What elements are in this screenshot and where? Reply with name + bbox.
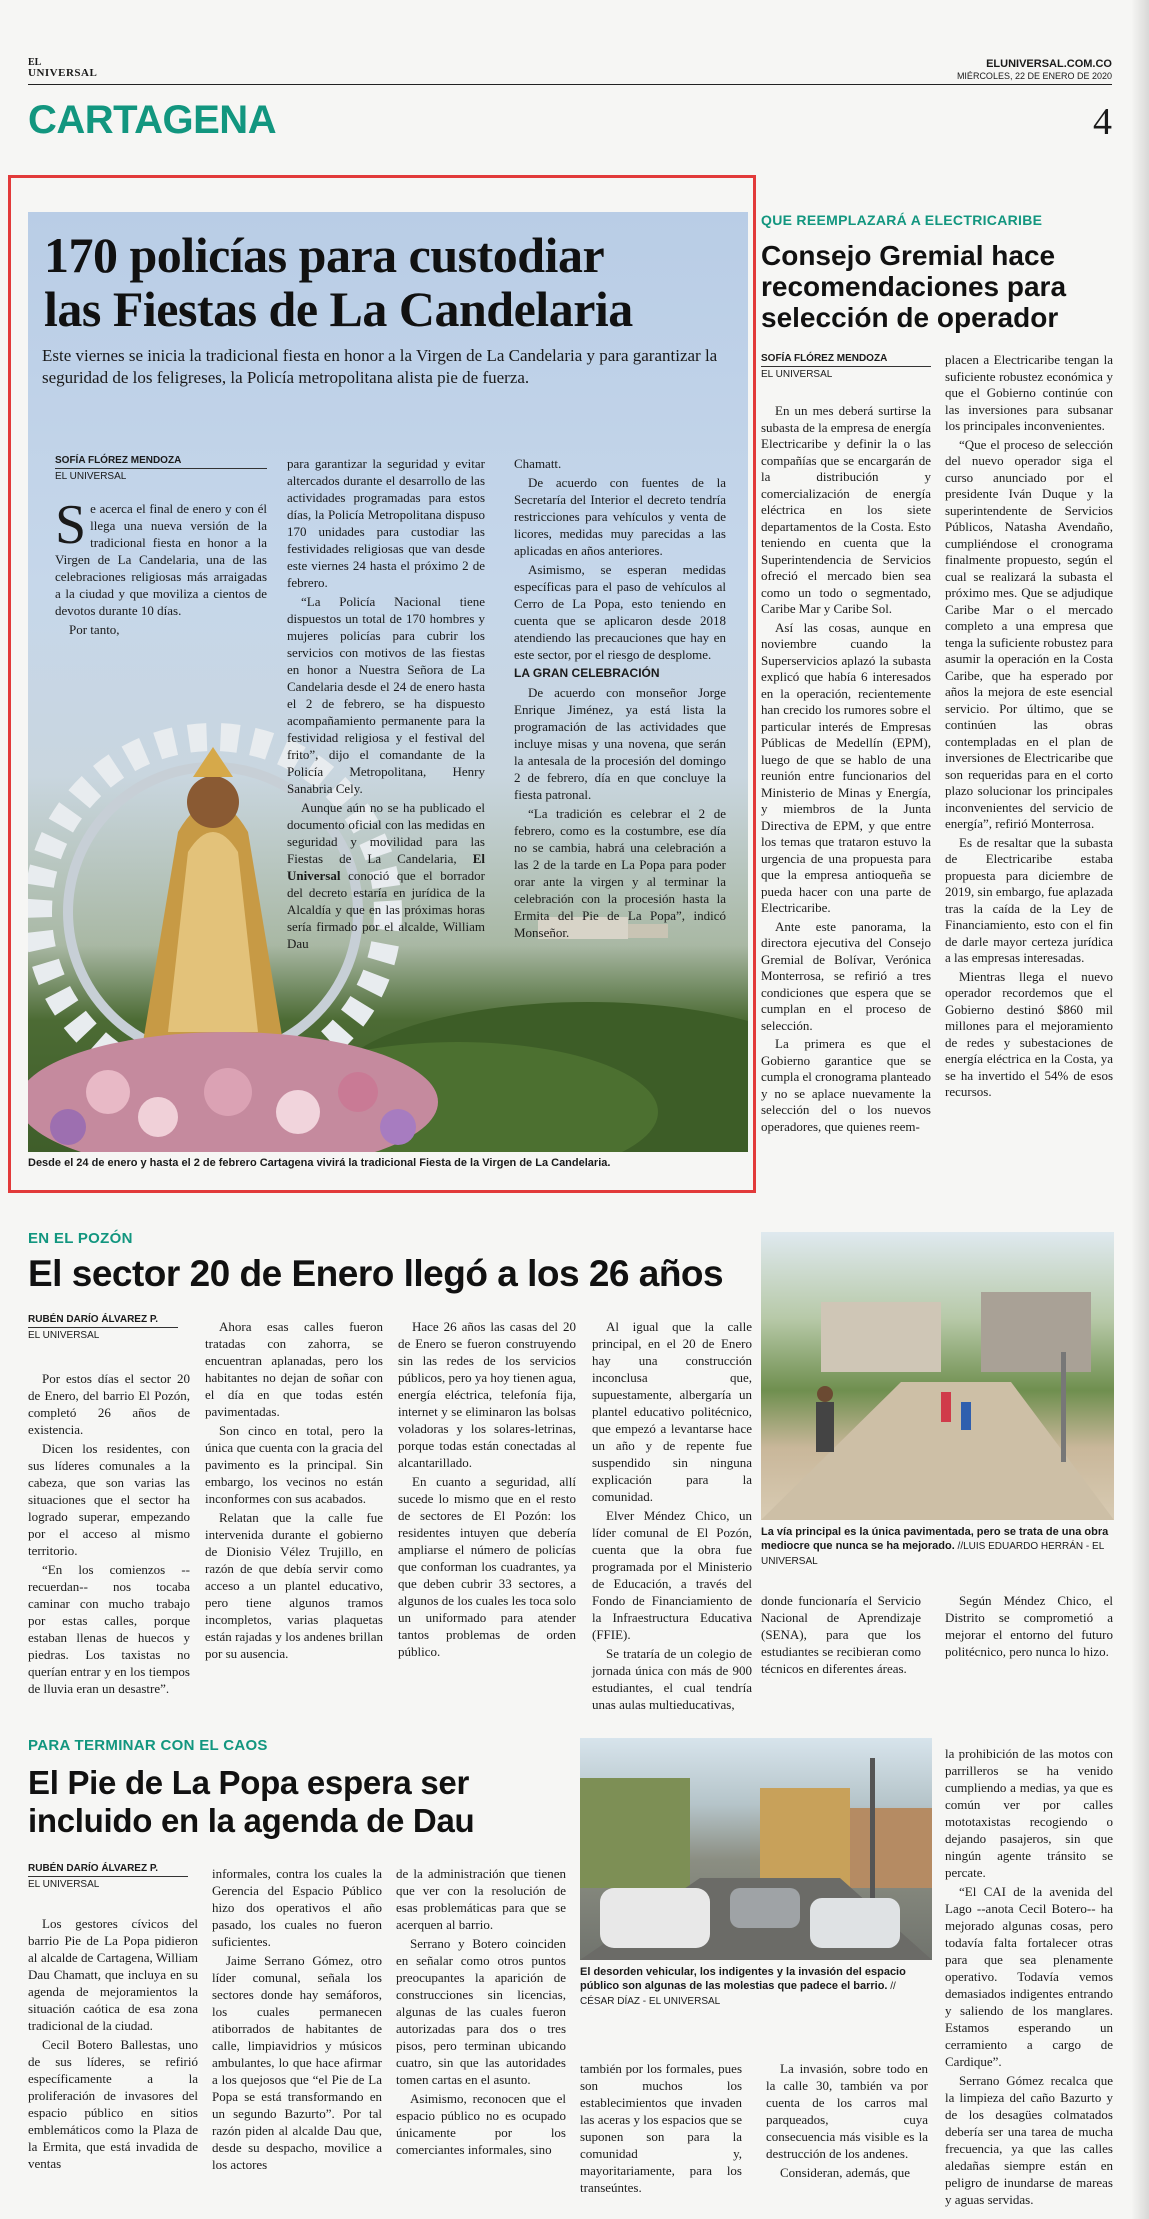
popa-col6: la prohibición de las motos con parrilleros se ha venido cumpliendo a medias, ya que es común ver por calles mototaxistas recogiendo o dejando pasajeros, sin que ningún agente tránsito se percate. “El CAI de la avenida del Lago --anota Cecil Botero-- ha mejorado algunas cosas, pero todavía falta fortalecer otras para que sea plenamente operativo. Todavía vemos demasiados indigentes entrando y saliendo de los manglares. Estamos esperando un cerramiento a cargo de Cardique”. Serrano Gómez recalca que la limpieza del caño Bazurto y de los desagües colmatados debería ser una tarea de mucha frecuencia, ya que las calles aledañas siempre están en peligro de inundarse de mareas y aguas servidas.: [945, 1746, 1113, 2207]
popa-byline: RUBÉN DARÍO ÁLVAREZ P. EL UNIVERSAL: [28, 1862, 188, 1891]
sidebar-col2: placen a Electricaribe tengan la suficiente robustez económica y que el Gobierno continúe con las inversiones para subsanar los principales inconvenientes. “Que el proceso de selección del nuevo operador siga el curso anunciado por el presidente Iván Duque y la superintendente de Servicios Públicos, Natasha Avendaño, cumpliéndose el cronograma finalmente propuesto, según el cual se realizará la subasta el próximo mes. Que se adjudique Caribe Mar o el mercado completo a una empresa que tenga la suficiente robustez para asumir la operación en la Costa Caribe, que ha esperado por años la mejora de este esencial servicio. Por último, que se continúen las obras contempladas en el plan de inversiones de Electricaribe que son requeridas para en el corto plazo solucionar los principales inconvenientes del servicio de energía”, refirió Monterrosa. Es de resaltar que la subasta de Electricaribe estaba propuesta para diciembre de 2019, sin embargo, fue aplazada tras la caída de la Ley de Financiamiento, esto con el fin de darle mayor certeza jurídica a las empresas interesadas. Mientras llega el nuevo operador recordemos que el Gobierno destinó $860 mil millones para el mejoramiento de redes y subestaciones de energía eléctrica en la Costa, ya se ha invertido el 54% de esos recursos.: [945, 352, 1113, 1099]
section-title: CARTAGENA: [28, 98, 277, 142]
feature-title-line2: las Fiestas de La Candelaria: [44, 281, 633, 337]
popa-title: El Pie de La Popa espera ser incluido en la agenda de Dau: [28, 1764, 475, 1839]
traffic-scene-illustration: [580, 1738, 932, 1960]
feature-deck: Este viernes se inicia la tradicional fiesta en honor a la Virgen de La Candelaria y para garantizar la seguridad de los feligreses, la Policía metropolitana alista pie de fuerza.: [42, 346, 718, 387]
pozon-kicker: EN EL POZÓN: [28, 1230, 133, 1247]
pozon-col3: Hace 26 años las casas del 20 de Enero se fueron construyendo sin las redes de los servicios públicos, pero ya hoy tienen agua, energía eléctrica, telefonía fija, internet y se eliminaron las bolsas voladoras y los solares-letrinas, porque todas están conectadas al alcantarillado. En cuanto a seguridad, allí sucede lo mismo que en el resto de sectores de El Pozón: los residentes intuyen que debería ampliarse el número de policías que conforman los cuadrantes, ya que deben cubrir 33 sectores, a algunos de los cuales les toca solo un uniformado para atender tantos problemas de orden público.: [398, 1319, 576, 1659]
feature-col1-p2: Por tanto,: [69, 622, 120, 637]
pozon-col5: donde funcionaría el Servicio Nacional de Aprendizaje (SENA), para que los estudiantes se recibieran como técnicos en diferentes áreas.: [761, 1593, 921, 1676]
pozon-caption: La vía principal es la única pavimentada, pero se trata de una obra mediocre que nunca se ha mejorado. //LUIS EDUARDO HERRÁN - EL UNIVERSAL: [761, 1526, 1109, 1567]
sidebar-kicker: QUE REEMPLAZARÁ A ELECTRICARIBE: [761, 212, 1043, 228]
page-edge-shadow: [1131, 0, 1149, 2219]
feature-col2: para garantizar la seguridad y evitar altercados durante el desarrollo de las actividades programadas para estos días, la Policía Metropolitana dispuso 170 unidades para custodiar las festividades religiosas que van desde este viernes 24 hasta el próximo 2 de febrero. “La Policía Nacional tiene dispuestos un total de 170 hombres y mujeres policías para cubrir los servicios con motivos de las fiestas en honor a Nuestra Señora de La Candelaria desde el 24 de enero hasta el 2 de febrero, se ha dispuesto acompañamiento permanente para la festividad religiosa y el festival del frito”, dijo el comandante de la Policía Metropolitana, Henry Sanabria Cely. Aunque aún no se ha publicado el documento oficial con las medidas en seguridad y movilidad para las Fiestas de La Candelaria, El Universal conoció que el borrador del decreto estaría en jurídica de la Alcaldía y que en las próximas horas sería firmado por el alcalde, William Dau: [287, 456, 485, 951]
feature-col1-p1: Se acerca el final de enero y con él llega una nueva versión de la tradicional fiesta en honor a la Virgen de La Candelaria, una de las celebraciones religiosas más arraigadas a la ciudad y que moviliza a cientos de devotos durante 10 días.: [55, 494, 267, 618]
masthead-logo: [28, 58, 97, 78]
page-number: 4: [1093, 101, 1112, 143]
popa-caption: El desorden vehicular, los indigentes y la invasión del espacio público son algunas de las molestias que padece el barrio. // CÉSAR DÍAZ - EL UNIVERSAL: [580, 1966, 906, 2007]
pozon-title: El sector 20 de Enero llegó a los 26 años: [28, 1253, 724, 1294]
masthead-rule: [28, 84, 1112, 85]
popa-col5: La invasión, sobre todo en la calle 30, también va por cuenta de los carros mal parqueados, cuya consecuencia más visible es la destrucción de los andenes. Consideran, además, que: [766, 2061, 928, 2180]
popa-col3: de la administración que tienen que ver con la resolución de esas problemáticas para que se acerquen al barrio. Serrano y Botero coinciden en señalar como otros puntos preocupantes la aparición de construcciones sin licencias, algunas de las cuales fueron autorizadas para dos o tres pisos, pero terminan ubicando cuatro, sin que las autoridades tomen cartas en el asunto. Asimismo, reconocen que el espacio público no es ocupado únicamente por los comerciantes informales, sino: [396, 1866, 566, 2157]
feature-title-line1: 170 policías para custodiar: [44, 227, 605, 283]
feature-byline-paper: EL UNIVERSAL: [55, 471, 127, 482]
logo-bottom: UNIVERSAL: [28, 67, 98, 79]
popa-col4: también por los formales, pues son muchos los establecimientos que invaden las aceras y los espacios que se suponen son para la comunidad y, mayoritariamente, para los transeúntes.: [580, 2061, 742, 2195]
sidebar-byline: SOFÍA FLÓREZ MENDOZA EL UNIVERSAL: [761, 352, 931, 381]
feature-subhead: LA GRAN CELEBRACIÓN: [514, 666, 660, 680]
feature-caption: Desde el 24 de enero y hasta el 2 de febrero Cartagena vivirá la tradicional Fiesta de la Virgen de La Candelaria.: [28, 1157, 611, 1169]
popa-photo: [580, 1738, 932, 1960]
pozon-photo: [761, 1232, 1114, 1520]
pozon-col4: Al igual que la calle principal, en el 20 de Enero hay una construcción inconclusa que, supuestamente, albergaría un plantel educativo politécnico, que empezó a levantarse hace un año y de repente fue suspendido sin ninguna explicación para la comunidad. Elver Méndez Chico, un líder comunal de El Pozón, cuenta que la obra fue programada por el Ministerio de Educación, a través del Fondo de Financiamiento de la Infraestructura Educativa (FFIE). Se trataría de un colegio de jornada única con más de 900 estudiantes, el cual tendría unas aulas multieducativas,: [592, 1319, 752, 1712]
statue-figure: [138, 747, 288, 1072]
masthead-site: ELUNIVERSAL.COM.CO: [986, 58, 1112, 70]
pozon-col2: Ahora esas calles fueron tratadas con zahorra, se encuentran aplanadas, pero los habitantes no dejan de soñar con el día en que todas estén pavimentadas. Son cinco en total, pero la única que cuenta con la gracia del pavimento es la principal. Sin embargo, los vecinos no están inconformes con sus acabados. Relatan que la calle fue intervenida durante el gobierno de Dionisio Vélez Trujillo, en razón de que debía servir como acceso a un plantel educativo, pero tiene algunos tramos incompletos, varias plaquetas están rajadas y los andenes brillan por su ausencia.: [205, 1319, 383, 1661]
feature-title: [44, 228, 633, 336]
feature-byline-name: SOFÍA FLÓREZ MENDOZA: [55, 454, 267, 469]
dropcap: S: [55, 494, 87, 556]
logo-top: EL: [28, 57, 42, 68]
popa-kicker: PARA TERMINAR CON EL CAOS: [28, 1737, 268, 1754]
pozon-col6: Según Méndez Chico, el Distrito se comprometió a mejorar el entorno del futuro politécnico, pero nunca lo hizo.: [945, 1593, 1113, 1659]
popa-col1: Los gestores cívicos del barrio Pie de La Popa pidieron al alcalde de Cartagena, William Dau Chamatt, que incluya en su agenda de mejoramientos la situación caótica de esa zona tradicional de la ciudad. Cecil Botero Ballestas, uno de sus líderes, se refirió específicamente a la proliferación de invasores del espacio público en sitios emblemáticos como la Plaza de la Ermita, que está invadida de ventas: [28, 1916, 198, 2171]
sidebar-col1: En un mes deberá surtirse la subasta de la empresa de energía Electricaribe y definir la o las compañías que se encargarán de la distribución y comercialización de energía eléctrica en los siete departamentos de la Costa. Esto teniendo en cuenta que la Superintendencia de Servicios ofreció el mercado bien sea como un todo o segmentado, Caribe Mar y Caribe Sol. Así las cosas, aunque en noviembre cuando la Superservicios aplazó la subasta explicó que había 6 interesados en la operación, recientemente han crecido los rumores sobre el particular interés de Empresas Públicas de Medellín (EPM), luego de que se hablo de una reunión entre funcionarios del Ministerio de Minas y Energía, y miembros de la Junta Directiva de EPM, y que entre los temas que trataron estuvo la urgencia de una propuesta para que la empresa antioqueña se pueda hacer con una parte de Electricaribe. Ante este panorama, la directora ejecutiva del Consejo Gremial de Bolívar, Verónica Monterrosa, se refirió a tres condiciones que espera que se cumplan en el proceso de selección. La primera es que el Gobierno garantice que se cumpla el cronograma planteado y no se aplace nuevamente la selección del o los nuevos operadores, que quienes reem-: [761, 403, 932, 1134]
street-scene-illustration: [761, 1232, 1114, 1520]
popa-col2: informales, contra los cuales la Gerencia del Espacio Público hizo dos operativos el año pasado, los cuales no fueron suficientes. Jaime Serrano Gómez, otro líder comunal, señala los sectores donde hay semáforos, los cuales permanecen atiborrados de habitantes de calle, limpiavidrios y músicos ambulantes, lo que hace afirmar a los quejosos que “el Pie de La Popa se está transformando en un segundo Bazurto”. Por tal razón piden al alcalde Dau que, desde su despacho, movilice a los actores: [212, 1866, 382, 2172]
feature-byline: [55, 454, 267, 483]
masthead-date: MIÉRCOLES, 22 DE ENERO DE 2020: [956, 71, 1112, 81]
sidebar-title: Consejo Gremial hace recomendaciones para selección de operador: [761, 240, 1067, 333]
pozon-col1: Por estos días el sector 20 de Enero, del barrio El Pozón, completó 26 años de existencia. Dicen los residentes, con sus líderes comunales a la cabeza, que son varias las situaciones que el sector ha logrado superar, empezando por el acceso al mismo territorio. “En los comienzos --recuerdan-- nos tocaba caminar con mucho trabajo por estas calles, porque estaban llenas de huecos y piedras. Los taxistas no querían entrar y en los tiempos de lluvia eran un desastre”.: [28, 1371, 190, 1696]
feature-col3: Chamatt. De acuerdo con fuentes de la Secretaría del Interior el decreto tendría restricciones para vehículos y venta de licores, medidas muy parecidas a las aplicadas en años anteriores. Asimismo, se esperan medidas específicas para el paso de vehículos al Cerro de La Popa, esto teniendo en cuenta que se aplicaron desde 2018 atendiendo las precauciones que hay en este sector, por el riesgo de desplome. LA GRAN CELEBRACIÓN De acuerdo con monseñor Jorge Enrique Jiménez, ya está lista la programación de las actividades que incluye misas y una novena, que serán la antesala de la procesión del domingo 2 de febrero, día en que concluye la fiesta patronal. “La tradición es celebrar el 2 de febrero, como es la costumbre, ese día no se cambia, habrá una celebración a las 2 de la tarde en La Popa para poder orar ante la virgen y al terminar la celebración con la procesión hasta la Ermita del Pie de La Popa”, indicó Monseñor.: [514, 456, 726, 940]
feature-col1: [55, 494, 267, 640]
pozon-byline: RUBÉN DARÍO ÁLVAREZ P. EL UNIVERSAL: [28, 1313, 178, 1342]
